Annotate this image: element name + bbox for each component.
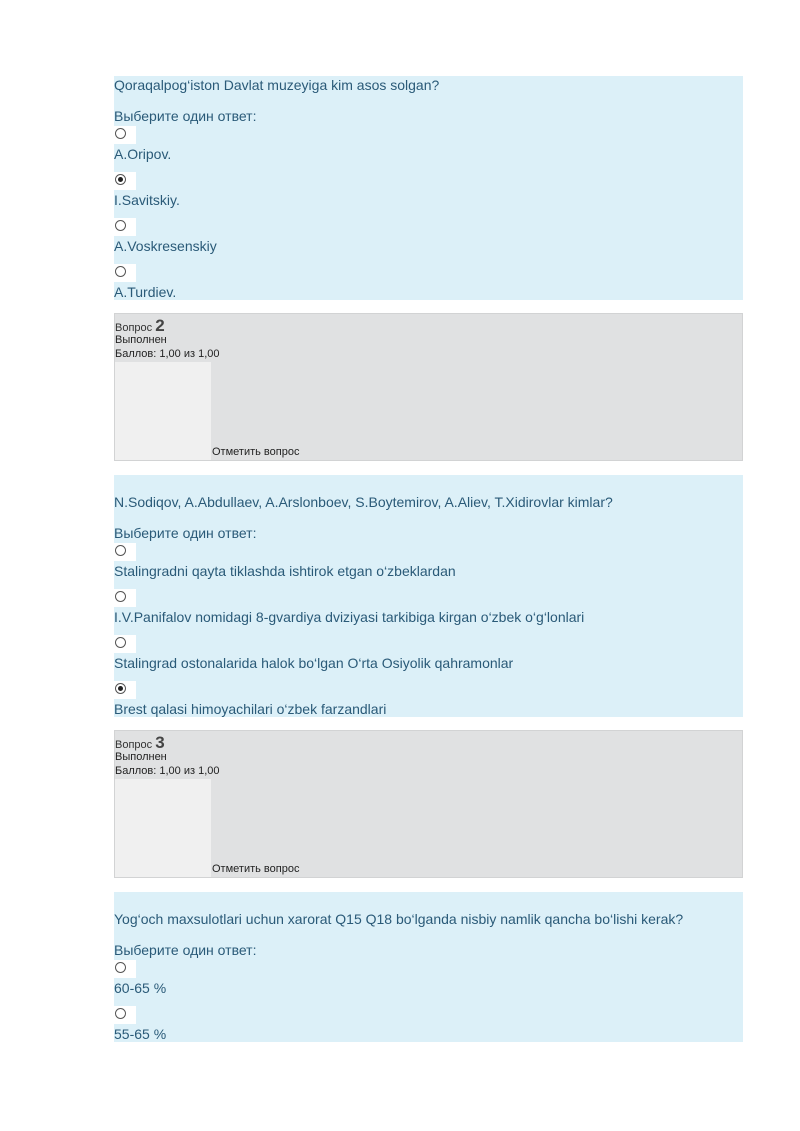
radio-circle-icon — [115, 962, 126, 973]
flag-question-link[interactable]: Отметить вопрос — [212, 863, 300, 875]
answer-label-2[interactable]: 55-65 % — [114, 1026, 167, 1042]
question-1-content — [114, 76, 743, 300]
question-number-label — [115, 733, 165, 753]
answer-label-2[interactable]: I.V.Panifalov nomidagi 8-gvardiya dviziyasi tarkibiga kirgan o‘zbek o‘g‘lonlari — [114, 609, 585, 625]
question-text: Yog‘och maxsulotlari uchun xarorat Q15 Q18 bo‘lganda nisbiy namlik qancha bo‘lishi kerak? — [114, 911, 684, 927]
radio-circle-icon — [115, 591, 126, 602]
question-text: Qoraqalpog‘iston Davlat muzeyiga kim asos solgan? — [114, 77, 440, 93]
answer-label-3[interactable]: A.Voskresenskiy — [114, 238, 217, 254]
question-number: 3 — [155, 733, 165, 752]
question-2-content — [114, 475, 743, 717]
answer-label-1[interactable]: 60-65 % — [114, 980, 167, 996]
radio-circle-icon — [115, 1008, 126, 1019]
question-3-info — [114, 730, 743, 878]
question-number-label — [115, 316, 165, 336]
question-state: Выполнен — [115, 751, 167, 763]
radio-option-4[interactable] — [114, 681, 136, 699]
radio-circle-icon — [115, 637, 126, 648]
info-left-panel — [115, 362, 211, 460]
question-3-content — [114, 892, 743, 1042]
answer-label-1[interactable]: Stalingradni qayta tiklashda ishtirok etgan o‘zbeklardan — [114, 563, 456, 579]
flag-question-link[interactable]: Отметить вопрос — [212, 446, 300, 458]
answer-prompt: Выберите один ответ: — [114, 942, 257, 958]
radio-option-4[interactable] — [114, 264, 136, 282]
question-grade: Баллов: 1,00 из 1,00 — [115, 765, 220, 777]
answer-label-2[interactable]: I.Savitskiy. — [114, 192, 180, 208]
radio-checked-icon — [115, 174, 126, 185]
radio-option-2[interactable] — [114, 589, 136, 607]
answer-prompt: Выберите один ответ: — [114, 525, 257, 541]
radio-circle-icon — [115, 266, 126, 277]
question-number: 2 — [155, 316, 165, 335]
question-grade: Баллов: 1,00 из 1,00 — [115, 348, 220, 360]
question-text: N.Sodiqov, A.Abdullaev, A.Arslonboev, S.Boytemirov, A.Aliev, T.Xidirovlar kimlar? — [114, 494, 613, 510]
radio-option-2[interactable] — [114, 1006, 136, 1024]
question-label: Вопрос — [115, 322, 153, 334]
question-state: Выполнен — [115, 334, 167, 346]
radio-circle-icon — [115, 545, 126, 556]
radio-option-1[interactable] — [114, 126, 136, 144]
radio-option-1[interactable] — [114, 960, 136, 978]
question-label: Вопрос — [115, 739, 153, 751]
radio-option-1[interactable] — [114, 543, 136, 561]
info-left-panel — [115, 779, 211, 877]
radio-option-3[interactable] — [114, 218, 136, 236]
radio-checked-icon — [115, 683, 126, 694]
radio-circle-icon — [115, 220, 126, 231]
answer-prompt: Выберите один ответ: — [114, 108, 257, 124]
radio-option-3[interactable] — [114, 635, 136, 653]
answer-label-4[interactable]: Brest qalasi himoyachilari o‘zbek farzandlari — [114, 701, 387, 717]
answer-label-3[interactable]: Stalingrad ostonalarida halok bo‘lgan O‘rta Osiyolik qahramonlar — [114, 655, 514, 671]
answer-label-4[interactable]: A.Turdiev. — [114, 284, 177, 300]
radio-option-2[interactable] — [114, 172, 136, 190]
answer-label-1[interactable]: A.Oripov. — [114, 146, 172, 162]
question-2-info — [114, 313, 743, 461]
radio-circle-icon — [115, 128, 126, 139]
